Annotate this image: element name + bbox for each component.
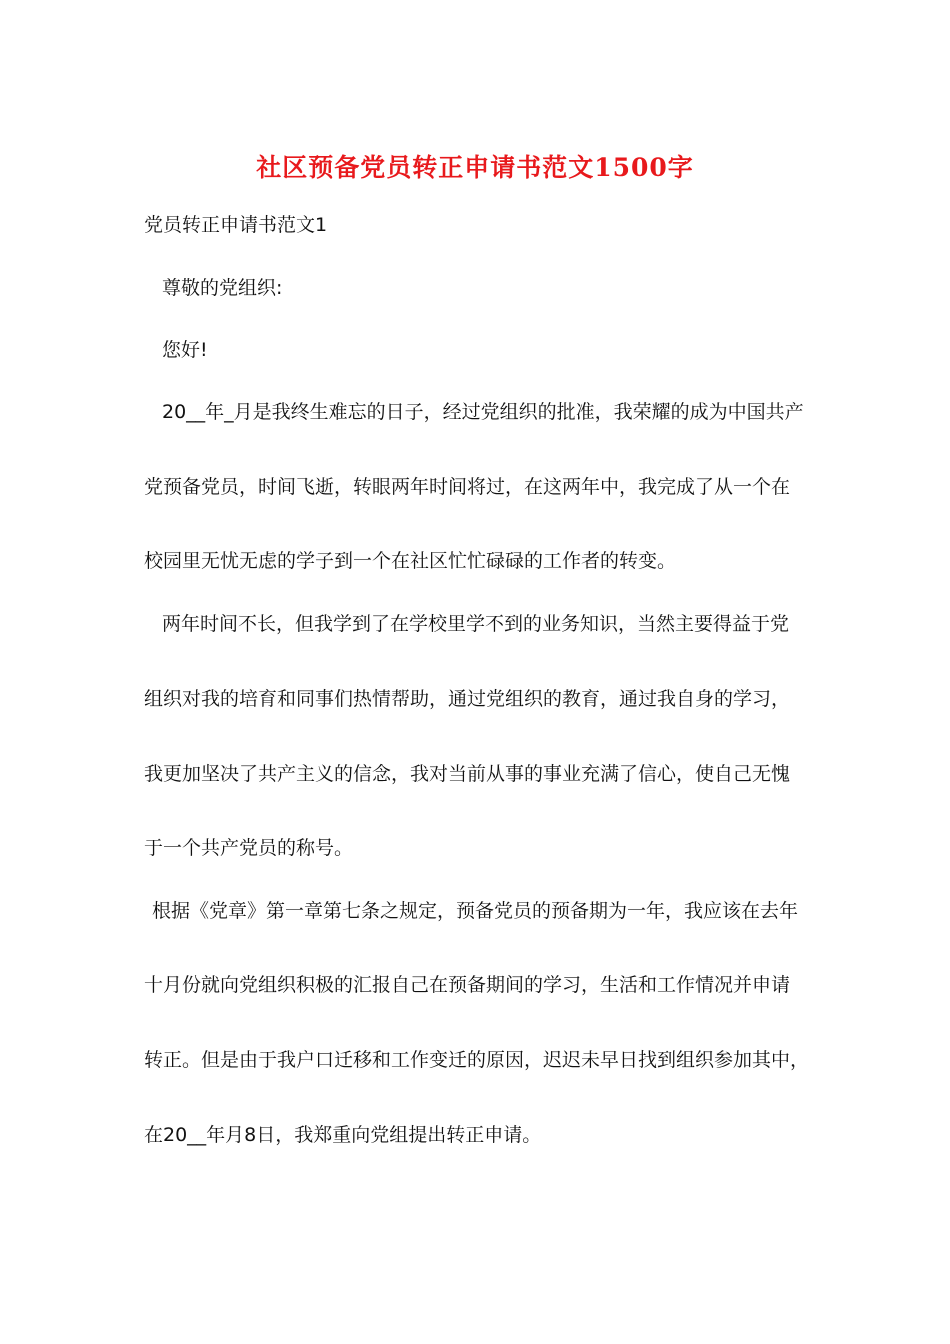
greeting: 您好! bbox=[162, 339, 208, 361]
paragraph-line: 转正。但是由于我户口迁移和工作变迁的原因，迟迟未早日找到组织参加其中， bbox=[144, 1049, 810, 1071]
paragraph-line: 校园里无忧无虑的学子到一个在社区忙忙碌碌的工作者的转变。 bbox=[144, 550, 677, 572]
paragraph-line: 两年时间不长，但我学到了在学校里学不到的业务知识，当然主要得益于党 bbox=[162, 613, 790, 635]
paragraph-line: 于一个共产党员的称号。 bbox=[144, 837, 354, 859]
paragraph-line: 十月份就向党组织积极的汇报自己在预备期间的学习，生活和工作情况并申请 bbox=[144, 974, 791, 996]
paragraph-line: 在20__年月8日，我郑重向党组提出转正申请。 bbox=[144, 1124, 542, 1146]
paragraph-line: 根据《党章》第一章第七条之规定，预备党员的预备期为一年，我应该在去年 bbox=[152, 900, 799, 922]
paragraph-line: 我更加坚决了共产主义的信念，我对当前从事的事业充满了信心，使自己无愧 bbox=[144, 763, 791, 785]
paragraph-line: 组织对我的培育和同事们热情帮助，通过党组织的教育，通过我自身的学习， bbox=[144, 688, 791, 710]
salutation: 尊敬的党组织: bbox=[162, 277, 283, 299]
section-heading: 党员转正申请书范文1 bbox=[144, 214, 328, 236]
document-title: 社区预备党员转正申请书范文1500字 bbox=[256, 153, 694, 182]
paragraph-line: 党预备党员，时间飞逝，转眼两年时间将过，在这两年中，我完成了从一个在 bbox=[144, 476, 791, 498]
paragraph-line: 20__年_月是我终生难忘的日子，经过党组织的批准，我荣耀的成为中国共产 bbox=[162, 401, 804, 423]
